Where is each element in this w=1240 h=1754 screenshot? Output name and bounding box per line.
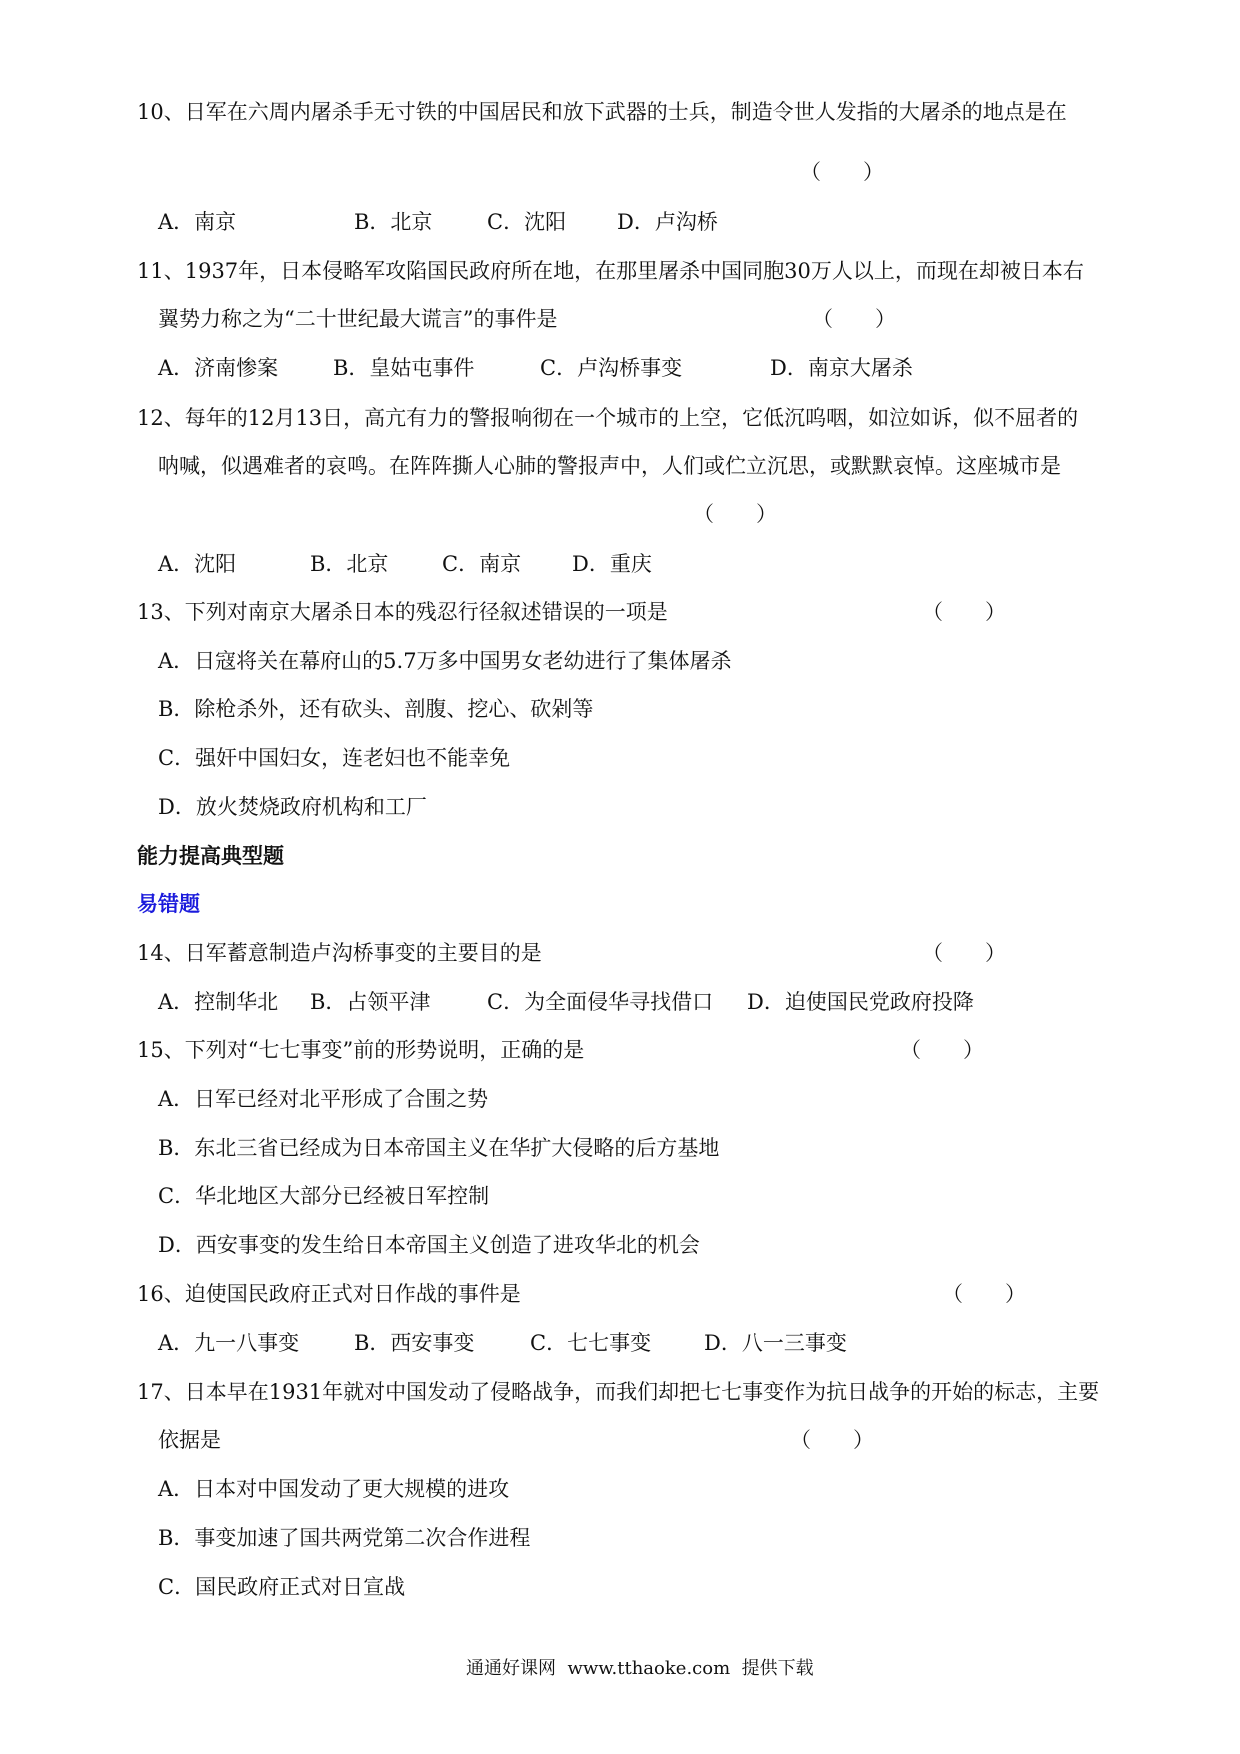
q16-option-d: D．八一三事变 <box>704 1331 847 1355</box>
question-11-text-1: 11、1937年，日本侵略军攻陷国民政府所在地，在那里屠杀中国同胞30万人以上，而现在却被日本右 <box>137 259 1084 283</box>
question-12-bracket: （ ） <box>693 502 777 526</box>
q15-option-b: B．东北三省已经成为日本帝国主义在华扩大侵略的后方基地 <box>158 1136 720 1160</box>
q14-option-a: A．控制华北 <box>158 990 279 1014</box>
q10-option-d: D．卢沟桥 <box>617 210 718 234</box>
q17-option-c: C．国民政府正式对日宣战 <box>158 1575 406 1599</box>
q12-option-b: B．北京 <box>310 552 389 576</box>
subsection-heading: 易错题 <box>137 892 200 916</box>
section-heading: 能力提高典型题 <box>137 844 284 868</box>
question-10-bracket: （ ） <box>800 160 884 184</box>
question-13-text: 13、下列对南京大屠杀日本的残忍行径叙述错误的一项是 <box>137 600 668 624</box>
q13-option-d: D．放火焚烧政府机构和工厂 <box>158 795 427 819</box>
question-14-bracket: （ ） <box>922 941 1006 965</box>
question-16-bracket: （ ） <box>942 1282 1026 1306</box>
q13-option-b: B．除枪杀外，还有砍头、剖腹、挖心、砍剁等 <box>158 697 594 721</box>
q16-option-b: B．西安事变 <box>354 1331 475 1355</box>
q14-option-b: B．占领平津 <box>310 990 431 1014</box>
question-14-text: 14、日军蓄意制造卢沟桥事变的主要目的是 <box>137 941 542 965</box>
q16-option-c: C．七七事变 <box>530 1331 652 1355</box>
question-11-bracket: （ ） <box>812 307 896 331</box>
q13-option-c: C．强奸中国妇女，连老妇也不能幸免 <box>158 746 511 770</box>
q14-option-c: C．为全面侵华寻找借口 <box>487 990 714 1014</box>
q13-option-a: A．日寇将关在幕府山的5.7万多中国男女老幼进行了集体屠杀 <box>158 649 732 673</box>
question-15-text: 15、下列对“七七事变”前的形势说明，正确的是 <box>137 1038 585 1062</box>
q11-option-c: C．卢沟桥事变 <box>540 356 683 380</box>
question-15-bracket: （ ） <box>900 1038 984 1062</box>
page-footer: 通通好课网 www.tthaoke.com 提供下载 <box>466 1658 814 1679</box>
q10-option-a: A．南京 <box>158 210 237 234</box>
question-17-text-1: 17、日本早在1931年就对中国发动了侵略战争，而我们却把七七事变作为抗日战争的开始的标志，主要 <box>137 1380 1100 1404</box>
q12-option-a: A．沈阳 <box>158 552 237 576</box>
question-10-text: 10、日军在六周内屠杀手无寸铁的中国居民和放下武器的士兵，制造令世人发指的大屠杀的地点是在 <box>137 100 1067 124</box>
q10-option-c: C．沈阳 <box>487 210 567 234</box>
q14-option-d: D．迫使国民党政府投降 <box>747 990 974 1014</box>
q17-option-b: B．事变加速了国共两党第二次合作进程 <box>158 1526 531 1550</box>
q16-option-a: A．九一八事变 <box>158 1331 300 1355</box>
q10-option-b: B．北京 <box>354 210 433 234</box>
q15-option-a: A．日军已经对北平形成了合围之势 <box>158 1087 489 1111</box>
q15-option-c: C．华北地区大部分已经被日军控制 <box>158 1184 490 1208</box>
q15-option-d: D．西安事变的发生给日本帝国主义创造了进攻华北的机会 <box>158 1233 700 1257</box>
q12-option-d: D．重庆 <box>572 552 652 576</box>
question-17-bracket: （ ） <box>790 1428 874 1452</box>
question-17-text-2: 依据是 <box>158 1428 221 1452</box>
q17-option-a: A．日本对中国发动了更大规模的进攻 <box>158 1477 510 1501</box>
q11-option-a: A．济南惨案 <box>158 356 279 380</box>
q11-option-b: B．皇姑屯事件 <box>333 356 475 380</box>
question-12-text-2: 呐喊，似遇难者的哀鸣。在阵阵撕人心肺的警报声中，人们或伫立沉思，或默默哀悼。这座城市是 <box>158 454 1061 478</box>
question-12-text-1: 12、每年的12月13日，高亢有力的警报响彻在一个城市的上空，它低沉呜咽，如泣如诉，似不屈者的 <box>137 406 1079 430</box>
q11-option-d: D．南京大屠杀 <box>770 356 913 380</box>
question-16-text: 16、迫使国民政府正式对日作战的事件是 <box>137 1282 521 1306</box>
question-13-bracket: （ ） <box>922 600 1006 624</box>
q12-option-c: C．南京 <box>442 552 522 576</box>
question-11-text-2: 翼势力称之为“二十世纪最大谎言”的事件是 <box>158 307 558 331</box>
